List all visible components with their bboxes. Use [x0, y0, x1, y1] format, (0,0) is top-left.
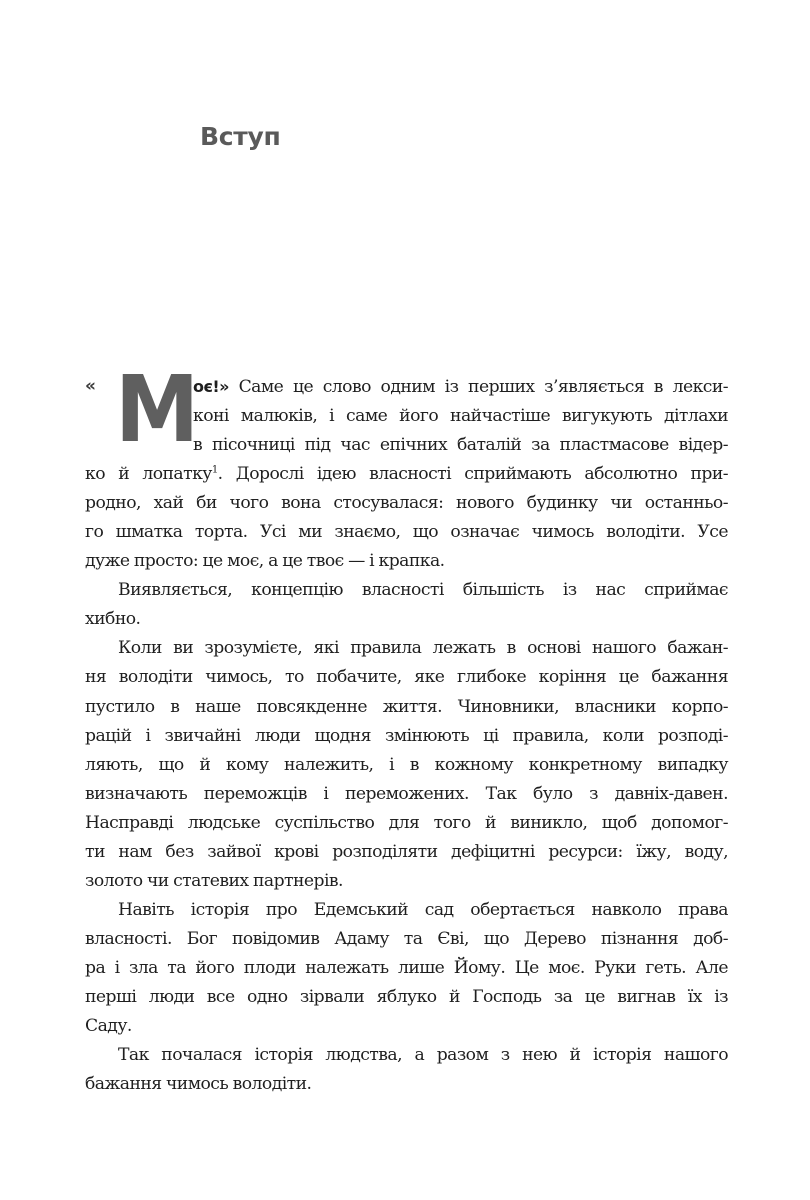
text-line: Навіть історія про Едемський сад обертається навколо права [118, 899, 728, 920]
chapter-title: Вступ [200, 122, 281, 151]
text-line: ня володіти чимось, то побачите, яке глибоке коріння це бажання [85, 667, 728, 688]
text-line: Так почалася історія людства, а разом з нею й історія нашого [118, 1045, 728, 1066]
open-quote-mark: « [85, 376, 96, 396]
text-line: коні малюків, і саме його найчастіше вигукують дітлахи [193, 406, 728, 427]
text-line: в пісочниці під час епічних баталій за пластмасове відер- [193, 435, 728, 456]
text-line: власності. Бог повідомив Адаму та Єві, що Дерево пізнання доб- [85, 928, 728, 949]
text-line: ляють, що й кому належить, і в кожному конкретному випадку [85, 754, 728, 775]
text-line: Саду. [85, 1016, 132, 1037]
text-line: хибно. [85, 609, 141, 630]
paragraph-1 [85, 356, 728, 576]
text-line: ра і зла та його плоди належать лише Йому. Це моє. Руки геть. Але [85, 957, 728, 978]
text-line: бажання чимось володіти. [85, 1074, 312, 1095]
paragraph-2 [85, 576, 728, 634]
text-line: го шматка торта. Усі ми знаємо, що означає чимось володіти. Усе [85, 522, 728, 543]
text-line: родно, хай би чого вона стосувалася: нового будинку чи останньо- [85, 493, 728, 514]
footnote-ref[interactable]: 1 [211, 464, 218, 476]
text-line: пустило в наше повсякденне життя. Чиновники, власники корпо- [85, 696, 728, 717]
paragraph-5 [85, 1041, 728, 1099]
text-line: золото чи статевих партнерів. [85, 870, 343, 891]
text-line: Насправді людське суспільство для того й виникло, щоб допомог- [85, 812, 728, 833]
text-line: перші люди все одно зірвали яблуко й Господь за це вигнав їх із [85, 986, 728, 1007]
text-line: ко й лопатку$^1$. Дорослі ідею власності сприймають абсолютно при- [85, 464, 728, 485]
paragraph-4 [85, 896, 728, 1041]
drop-cap-letter: М [115, 356, 198, 463]
text-line: визначають переможців і переможених. Так було з давніх-давен. [85, 783, 728, 804]
text-line: оє!» Саме це слово одним із перших з’являється в лекси- [193, 377, 728, 397]
text-line: Виявляється, концепцію власності більшість із нас сприймає [118, 580, 728, 601]
drop-cap-continuation: оє!» [193, 377, 229, 396]
body-text [85, 356, 728, 1099]
text-line: рацій і звичайні люди щодня змінюють ці правила, коли розподі- [85, 725, 728, 746]
text-line: дуже просто: це моє, а це твоє — і крапка. [85, 551, 445, 572]
text-line: ти нам без зайвої крові розподіляти дефіцитні ресурси: їжу, воду, [85, 841, 728, 862]
text-line: Коли ви зрозумієте, які правила лежать в основі нашого бажан- [118, 638, 728, 659]
paragraph-3 [85, 634, 728, 895]
